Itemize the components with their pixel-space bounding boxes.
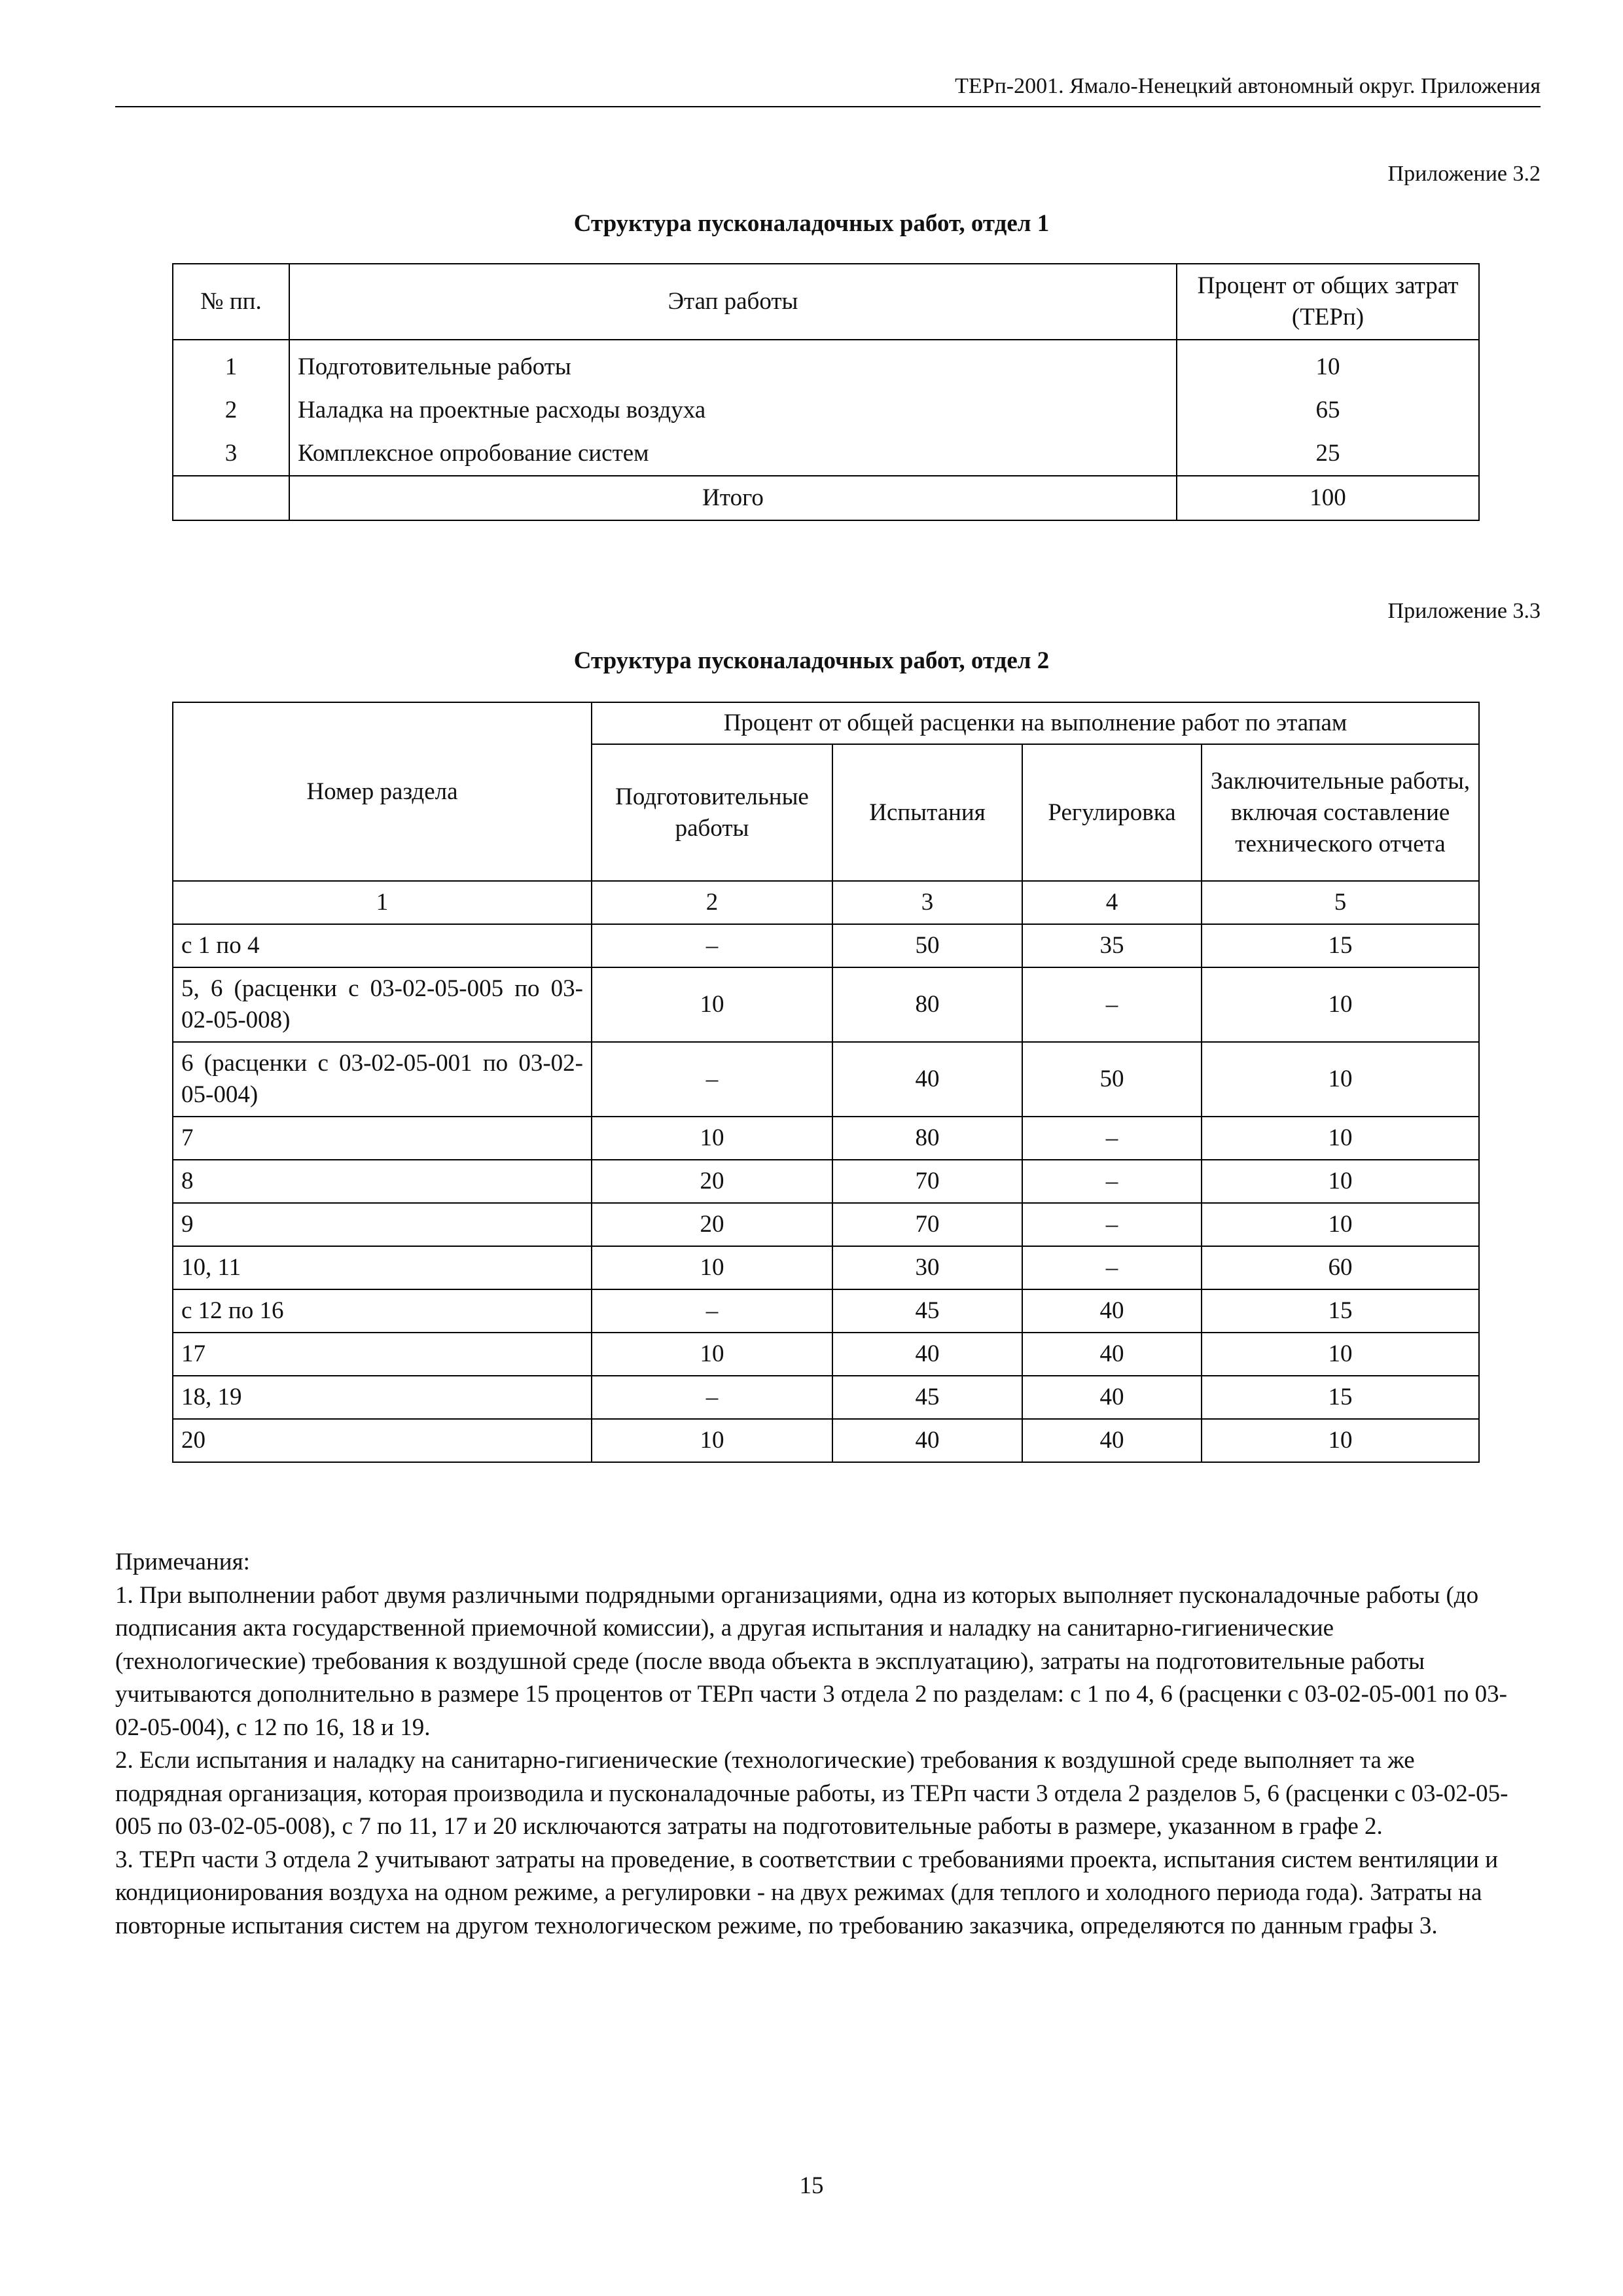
cell-final: 10 — [1202, 1419, 1479, 1462]
table-row — [173, 340, 1479, 389]
cell-adjustment: 40 — [1022, 1289, 1202, 1333]
note-item: 2. Если испытания и наладку на санитарно-гигиенические (технологические) требования к воздушной среде выполняет та же подрядная организация, которая производила и пусконаладочные работы, из ТЕРп части 3 отдела 2 разделов 5, 6 (расценки с 03-02-05-005 по 03-02-05-008), с 7 по 11, 17 и 20 исключаются затраты на подготовительные работы в размере, указанном в графе 2. — [115, 1747, 1508, 1840]
cell-tests: 70 — [832, 1203, 1022, 1246]
table-row — [173, 1160, 1479, 1203]
page-number: 15 — [799, 2172, 824, 2199]
total-value: 100 — [1177, 476, 1479, 520]
column-number: 4 — [1022, 881, 1202, 924]
cell-final: 15 — [1202, 1376, 1479, 1419]
cell-section: 18, 19 — [173, 1376, 592, 1419]
row-number: 2 — [173, 389, 289, 432]
cell-section: 7 — [173, 1117, 592, 1160]
cell-preparatory: 20 — [592, 1160, 832, 1203]
cell-tests: 45 — [832, 1376, 1022, 1419]
cell-adjustment: – — [1022, 967, 1202, 1042]
table-row — [173, 1333, 1479, 1376]
table-row — [173, 432, 1479, 476]
cell-adjustment: 50 — [1022, 1042, 1202, 1117]
table-row — [173, 1042, 1479, 1117]
cell-section: 10, 11 — [173, 1246, 592, 1289]
cell-preparatory: 10 — [592, 1117, 832, 1160]
cell-preparatory: 10 — [592, 1246, 832, 1289]
column-number: 2 — [592, 881, 832, 924]
table-2-title: Структура пусконаладочных работ, отдел 2 — [573, 647, 1050, 674]
cell-section — [173, 967, 592, 1042]
cell-tests: 40 — [832, 1333, 1022, 1376]
note-item: 1. При выполнении работ двумя различными подрядными организациями, одна из которых выполняет пусконаладочные работы (до подписания акта государственной приемочной комиссии), а другая испытания и наладку на санитарно-гигиенические (технологические) требования к воздушной среде (после ввода объекта в эксплуатацию), затраты на подготовительные работы учитываются дополнительно в размере 15 процентов от ТЕРп части 3 отдела 2 по разделам: с 1 по 4, 6 (расценки с 03-02-05-001 по 03-02-05-004), с 12 по 16, 18 и 19. — [115, 1581, 1507, 1741]
cell-section-text: 5, 6 (расценки с 03-02-05-005 по 03-02-05-008) — [181, 975, 583, 1033]
column-header-number: № пп. — [173, 264, 289, 340]
table-row — [173, 1117, 1479, 1160]
cell-final: 10 — [1202, 1117, 1479, 1160]
table-row — [173, 924, 1479, 967]
table-row — [173, 1376, 1479, 1419]
cell-tests: 70 — [832, 1160, 1022, 1203]
table-row — [173, 1203, 1479, 1246]
cell-section: 17 — [173, 1333, 592, 1376]
cell-adjustment: – — [1022, 1117, 1202, 1160]
cell-final: 10 — [1202, 1042, 1479, 1117]
column-header-stage: Этап работы — [289, 264, 1177, 340]
cell-adjustment: 40 — [1022, 1376, 1202, 1419]
total-empty-cell — [173, 476, 289, 520]
note-item: 3. ТЕРп части 3 отдела 2 учитывают затраты на проведение, в соответствии с требованиями проекта, испытания систем вентиляции и кондиционирования воздуха на одном режиме, а регулировки - на двух режимах (для теплого и холодного периода года). Затраты на повторные испытания систем на другом технологическом режиме, по требованию заказчика, определяются по данным графы 3. — [115, 1846, 1499, 1939]
row-percent: 25 — [1177, 432, 1479, 476]
cell-preparatory: 20 — [592, 1203, 832, 1246]
cell-preparatory: – — [592, 1289, 832, 1333]
cell-adjustment: 40 — [1022, 1419, 1202, 1462]
cell-adjustment: 40 — [1022, 1333, 1202, 1376]
cell-final: 10 — [1202, 1160, 1479, 1203]
cell-section-text: 6 (расценки с 03-02-05-001 по 03-02-05-004) — [181, 1050, 583, 1108]
running-header: ТЕРп-2001. Ямало-Ненецкий автономный округ. Приложения — [115, 73, 1541, 107]
cell-section — [173, 1042, 592, 1117]
cell-final: 15 — [1202, 924, 1479, 967]
table-row — [173, 1289, 1479, 1333]
column-number: 5 — [1202, 881, 1479, 924]
row-number: 1 — [173, 340, 289, 389]
cell-adjustment: 35 — [1022, 924, 1202, 967]
table-department-2 — [172, 702, 1480, 1463]
cell-adjustment: – — [1022, 1160, 1202, 1203]
cell-adjustment: – — [1022, 1246, 1202, 1289]
row-percent: 10 — [1177, 340, 1479, 389]
table-department-1 — [172, 263, 1480, 521]
column-numbers-row — [173, 881, 1479, 924]
row-number: 3 — [173, 432, 289, 476]
cell-tests: 40 — [832, 1042, 1022, 1117]
cell-section: с 1 по 4 — [173, 924, 592, 967]
table-row — [173, 967, 1479, 1042]
cell-section: с 12 по 16 — [173, 1289, 592, 1333]
cell-final: 10 — [1202, 967, 1479, 1042]
cell-adjustment: – — [1022, 1203, 1202, 1246]
column-header-percent: Процент от общих затрат (ТЕРп) — [1177, 264, 1479, 340]
cell-tests: 45 — [832, 1289, 1022, 1333]
cell-tests: 40 — [832, 1419, 1022, 1462]
appendix-label-3-2: Приложение 3.2 — [1387, 162, 1541, 186]
total-label: Итого — [289, 476, 1177, 520]
row-percent: 65 — [1177, 389, 1479, 432]
cell-section: 20 — [173, 1419, 592, 1462]
column-number: 1 — [173, 881, 592, 924]
total-row — [173, 476, 1479, 520]
cell-section: 9 — [173, 1203, 592, 1246]
column-header-adjustment: Регулировка — [1022, 744, 1202, 881]
cell-preparatory: – — [592, 1376, 832, 1419]
group-header-percent: Процент от общей расценки на выполнение работ по этапам — [592, 702, 1479, 744]
appendix-label-3-3: Приложение 3.3 — [1387, 599, 1541, 623]
cell-final: 10 — [1202, 1333, 1479, 1376]
cell-tests: 30 — [832, 1246, 1022, 1289]
cell-final: 60 — [1202, 1246, 1479, 1289]
row-stage: Комплексное опробование систем — [289, 432, 1177, 476]
cell-preparatory: – — [592, 924, 832, 967]
column-header-final: Заключительные работы, включая составление технического отчета — [1202, 744, 1479, 881]
cell-preparatory: 10 — [592, 1419, 832, 1462]
table-row — [173, 1246, 1479, 1289]
column-header-tests: Испытания — [832, 744, 1022, 881]
notes-block — [115, 1546, 1517, 1943]
cell-preparatory: 10 — [592, 967, 832, 1042]
cell-preparatory: 10 — [592, 1333, 832, 1376]
cell-preparatory: – — [592, 1042, 832, 1117]
notes-heading: Примечания: — [115, 1549, 250, 1575]
cell-final: 10 — [1202, 1203, 1479, 1246]
column-number: 3 — [832, 881, 1022, 924]
cell-section: 8 — [173, 1160, 592, 1203]
cell-final: 15 — [1202, 1289, 1479, 1333]
table-1-title: Структура пусконаладочных работ, отдел 1 — [573, 210, 1050, 237]
row-stage: Наладка на проектные расходы воздуха — [289, 389, 1177, 432]
table-row — [173, 1419, 1479, 1462]
cell-tests: 80 — [832, 1117, 1022, 1160]
row-stage: Подготовительные работы — [289, 340, 1177, 389]
column-header-preparatory: Подготовительные работы — [592, 744, 832, 881]
cell-tests: 80 — [832, 967, 1022, 1042]
cell-tests: 50 — [832, 924, 1022, 967]
column-header-section: Номер раздела — [173, 702, 592, 881]
table-row — [173, 389, 1479, 432]
